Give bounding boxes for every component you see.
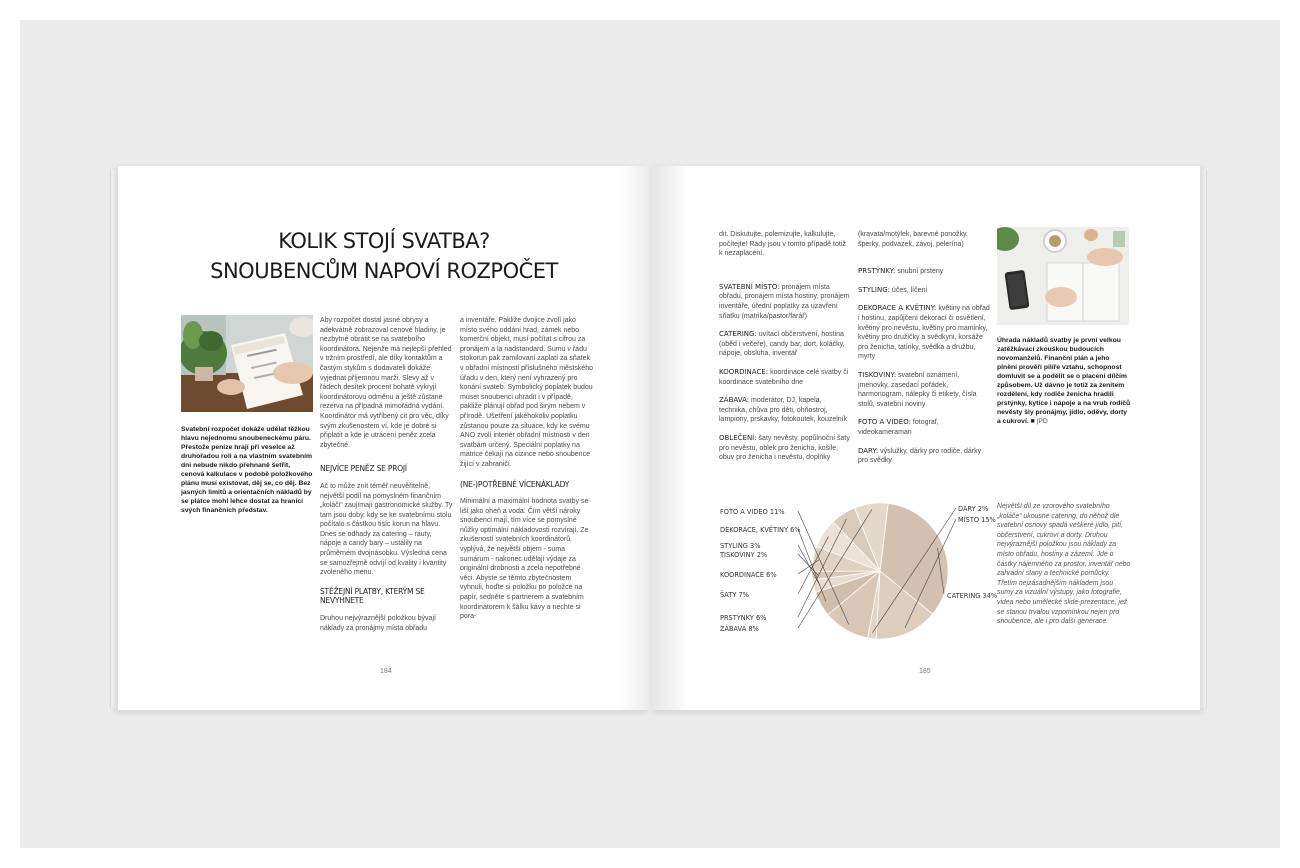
author-initials: |PD [1036, 418, 1048, 425]
slice-label-koordinace: KOORDINACE 6% [720, 571, 777, 579]
slice-label-dekorace: DEKORACE, KVĚTINY 6% [720, 526, 801, 534]
desk-planner-photo [997, 227, 1129, 325]
budget-item-label: STYLING: [858, 285, 890, 294]
slice-label-saty: ŠATY 7% [720, 591, 749, 599]
budget-items-column-1 [719, 230, 851, 472]
spine-shadow [650, 166, 690, 710]
budget-item [719, 330, 851, 359]
budget-item-text: koordinace celé svatby či koordinace svatebního dne [719, 368, 849, 386]
slice-label-catering: CATERING 34% [947, 592, 998, 600]
text-column-3 [460, 316, 594, 631]
wedding-menu-photo [181, 315, 313, 412]
budget-item [858, 447, 991, 466]
budget-item-text: uvítací občerstvení, hostina (oběd i večeře), candy bar, dort, koláčky, nápoje, obsluha, inventář [719, 331, 845, 358]
left-page [118, 166, 650, 710]
slice-label-tiskoviny: TISKOVINY 2% [720, 551, 768, 559]
budget-item-label: TISKOVINY: [858, 370, 897, 379]
slice-label-prstynky: PRSTÝNKY 6% [720, 614, 767, 622]
budget-item-text: fotograf, videokameraman [858, 419, 939, 436]
budget-item [858, 304, 991, 362]
slice-label-zabava: ZÁBAVA 8% [720, 625, 759, 633]
paragraph: Ač to může znít téměř neuvěřitelně, největší podíl na pomyslném finančním „koláči“ zaujímají gastronomické služby. Ty tam jsou doby, kdy se ke svatebnímu stolu počítalo s částkou tisíc korun na hlavu. Dnes se odhady za catering – rauty, nápoje a candy bary – ustálily na průměrném dvojnásobku. Výsledná cena se samozřejmě odvíjí od kvality i kvantity zvoleného menu. [320, 482, 453, 577]
budget-item-label: PRSTÝNKY: [858, 267, 896, 276]
right-page [650, 166, 1200, 710]
paragraph: (kravata/motýlek, barevné ponožky, šperky, podvazek, závoj, pelerína) [858, 231, 968, 248]
section-heading: NEJVÍCE PENĚZ SE PROJÍ [320, 464, 407, 474]
end-mark: ■ [1030, 418, 1035, 425]
budget-item-label: OBLEČENÍ: [719, 433, 757, 442]
budget-item-label: DARY: [858, 446, 879, 455]
article-title-line2: SNOUBENCŮM NAPOVÍ ROZPOČET [210, 259, 558, 283]
budget-item-label: CATERING: [719, 330, 757, 339]
budget-item-text: květiny na obřad i hostinu, zapůjčení dekorací či osvětlení, květiny pro nevěstu, květiny pro maminky, květiny pro družičky a svědkyni, korsáže pro ženicha, tatínky, svědka a družbu, myrty [858, 305, 990, 361]
budget-item [858, 371, 991, 409]
chart-note: Největší díl ze vzorového svatebního „koláče“ ukousne catering, do něhož dle svatební osnovy spadá veškeré jídlo, pití, občerstvení, cukroví a dorty. Druhou nejvýraznější položkou jsou náklady za místo obřadu, hostiny a zázemí. Jde o částky nájemného za prostor, inventář nebo zahradní stany a technické pomůcky. Třetím nejzásadnějším nákladem jsou sumy za vizuální výstupy, jako fotografie, videa nebo umělecké slide-prezentace, jež se stanou trvalou vzpomínkou nejen pro snoubence, ale i pro další generace. [997, 503, 1131, 626]
budget-item [719, 396, 851, 425]
paragraph: dit. Diskutujte, polemizujte, kalkulujte, počítejte! Rady jsou v tomto případě totiž k nezaplacení. [719, 231, 846, 258]
budget-item [858, 267, 991, 277]
slice-label-styling: STYLING 3% [720, 542, 761, 550]
photo-caption [997, 336, 1131, 426]
pie-slices [812, 503, 948, 639]
page-number: 185 [919, 668, 931, 675]
page-stack-right [1200, 170, 1207, 708]
budget-item-text: svatební oznámení, jmenovky, zasedací pořádek, harmonogram, nálepky či etikety, čísla stolů, svatební noviny [858, 371, 977, 408]
slice-label-dary: DARY 2% [958, 505, 989, 513]
budget-item-text: pronájem místa obřadu, pronájem místa hostiny, pronájem inventáře, úřední poplatky za uzavření sňatku (matrika/pastor/farář) [719, 283, 850, 320]
budget-item [719, 434, 851, 463]
budget-item [719, 283, 851, 321]
budget-items-column-2 [858, 230, 991, 475]
budget-item-text: šaty nevěsty, popůlnoční šaty pro nevěstu, oblek pro ženicha, košile, obuv pro ženicha i nevěstu, doplňky [719, 434, 850, 462]
budget-item-label: SVATEBNÍ MÍSTO: [719, 282, 780, 291]
budget-pie-chart [710, 494, 1000, 644]
paragraph: Minimální a maximální hodnota svatby se liší jako oheň a voda. Čím větší nároky snoubenci mají, tím více se pomyslné nůžky optimální nákladovosti rozvírají. Ze zkušeností svatebních koordinátorů vyplývá, že největší objem - suma sumárum - nakonec udělají výdaje za originální drobnosti a zcela nepotřebné věci. Abyste se těmto zbytečnostem vyhnuli, hoďte si položku po položce na papír, sedněte s partnerem a svatebním koordinátorem k šálku kávy a nechte si pora- [460, 498, 589, 621]
text-column-2 [320, 316, 453, 642]
caption-text: Úhrada nákladů svatby je první velkou zatěžkávací zkouškou budoucích novomanželů. Finanční plán a jeho plnění prověří pilíře vztahu, schopnost domluvit se a podělit se o placení dílčím způsobem. Už dávno je totiž za zenitem rozdělení, kdy rodiče ženicha hradili prstýnky, kytice i nápoje a na vrub rodičů nevěsty šly pronájmy, jídlo, oděvy, dorty a cukroví. [997, 337, 1131, 425]
section-heading: (NE-)POTŘEBNÉ VÍCENÁKLADY [460, 479, 570, 489]
budget-item-text: moderátor, DJ, kapela, technika, chůva pro děti, ohňostroj, lampiony, prskavky, fotokoutek, kouzelník [719, 397, 848, 424]
budget-item-text: účes, líčení [889, 286, 928, 294]
budget-item [858, 418, 991, 437]
budget-item [858, 286, 991, 296]
budget-item-label: DEKORACE A KVĚTINY: [858, 304, 937, 313]
budget-item-text: snubní prsteny [895, 268, 944, 276]
article-title-line1: KOLIK STOJÍ SVATBA? [278, 229, 490, 253]
paragraph: Druhou nejvýraznější položkou bývají náklady za pronájmy místa obřadu [320, 615, 436, 632]
slice-label-misto: MÍSTO 15% [958, 516, 996, 524]
budget-item-label: ZÁBAVA: [719, 396, 750, 405]
budget-item [719, 368, 851, 387]
budget-item-label: FOTO A VIDEO: [858, 418, 911, 427]
paragraph: Aby rozpočet dostal jasné obrysy a adekvátně zobrazoval cenové hladiny, je nezbytné obrátit se na svatebního koordinátora. Nejenže má nejlepší přehled v tržním prostředí, ale díky kontaktům a častým stykům s dodavateli dokáže vyjednat příjemnou marži. Slevy až v řádech desítek procent bohatě vykryjí koordinátorovu odměnu a ještě zůstane rezerva na případná mimořádná vydání. Koordinátor má vytříbený cit pro věc, díky svým zkušenostem ví, kde je dobré si připlatit a kde je utrácení peněz zcela zbytečné. [320, 317, 452, 449]
photo-caption: Svatební rozpočet dokáže udělat těžkou hlavu nejednomu snoubeneckému páru. Přestože peníze hrají při veselce až druhořadou roli a na vlastním svatebním dni nebude nikdo přehnaně šetřit, cenová kalkulace v podobě položkového plánu musí existovat, děj se, co děj. Bez jasných limitů a orientačních nákladů by se plátce mohl lehce dostat za hranici svých finančních představ. [181, 426, 313, 514]
budget-item-text: výslužky, dárky pro rodiče, dárky pro svědky [858, 447, 982, 465]
slice-label-foto-video: FOTO A VIDEO 11% [720, 508, 785, 516]
section-heading: STĚŽEJNÍ PLATBY, KTERÝM SE NEVYHNETE [320, 586, 425, 606]
paragraph: a inventáře. Pakliže dvojice zvolí jako místo svého oddání hrad, zámek nebo komerční objekt, musí počítat s cifrou za pronájem a la nadstandard. Sumu v řádu stokorun pak zamilovaní zaplatí za sňatek v obřadní místnosti příslušného městského úřadu v den, který není vyhrazený pro konání svateb. Symbolický poplatek budou muset snoubenci uhradit i v případě, pakliže plánují obřad pod širým nebem v přírodě. Ušetření jakéhokoliv poplatku zůstanou pouze za situace, kdy ke svému ANO zvolí interiér obřadní místnosti v den svatbám určený. Speciální poplatky na matrice čekají na cizince nebo snoubence žijící v zahraničí. [460, 317, 594, 468]
page-number: 184 [380, 668, 392, 675]
budget-item-label: KOORDINACE: [719, 367, 769, 376]
